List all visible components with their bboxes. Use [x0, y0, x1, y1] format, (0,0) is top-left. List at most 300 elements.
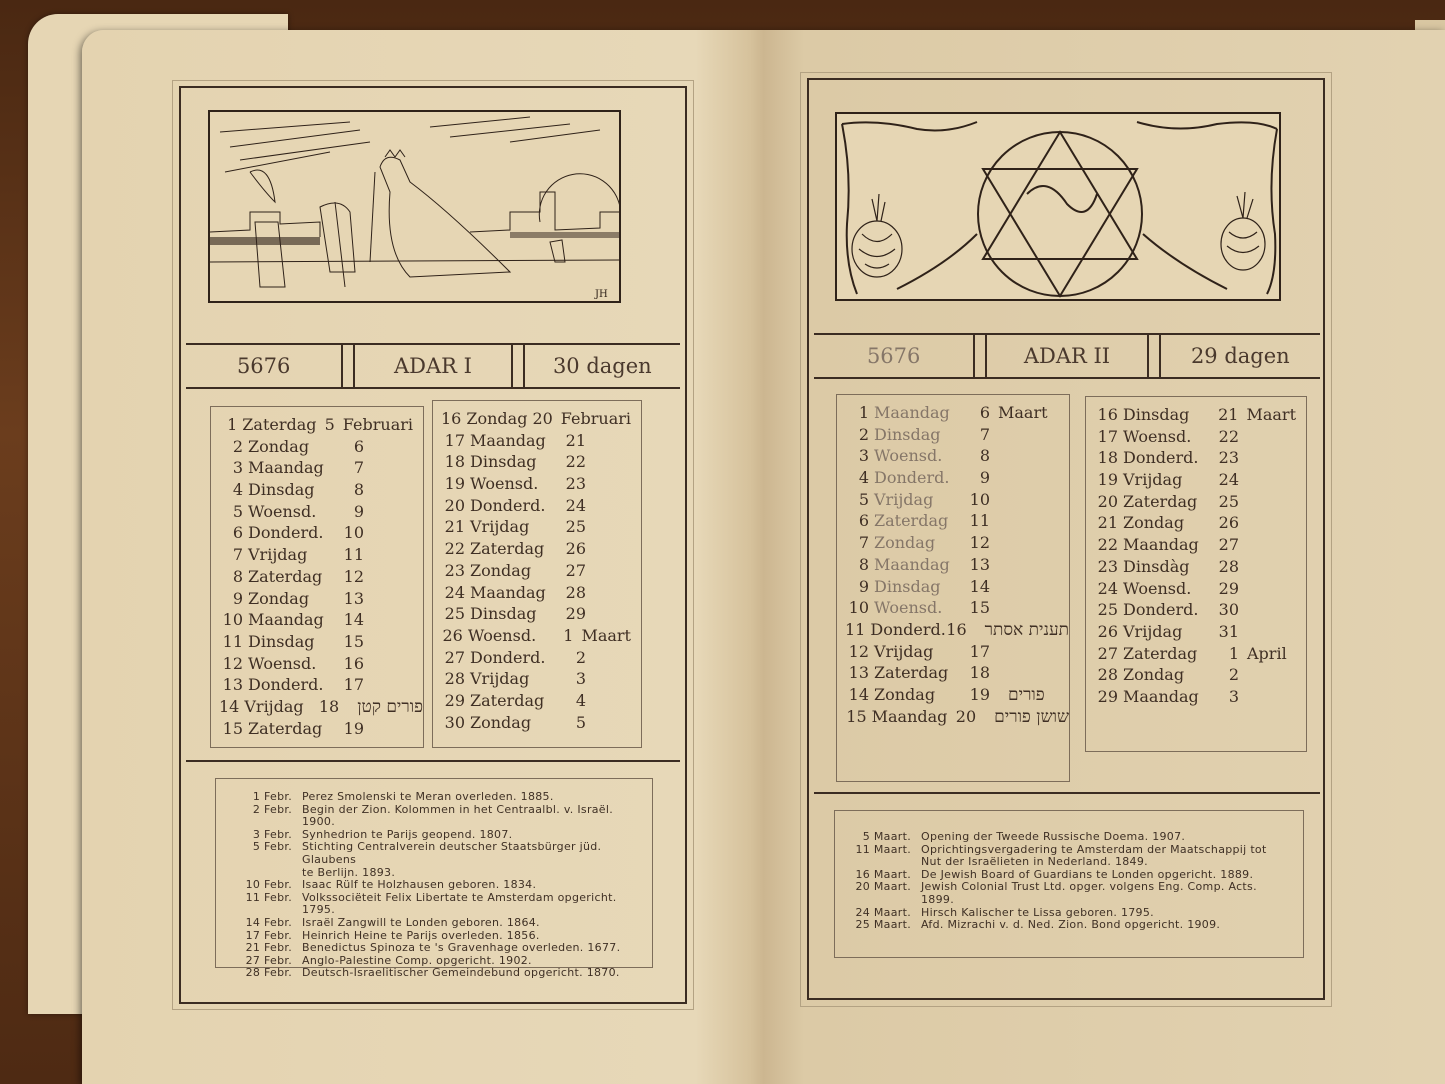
month-length: 30 dagen: [552, 354, 652, 378]
jewish-day-number: 28: [444, 669, 465, 689]
jewish-day-number: 18: [444, 452, 465, 472]
calendar-day-row: [1094, 448, 1306, 470]
weekday-name: Vrijdag: [248, 545, 308, 565]
gregorian-day: 4: [575, 690, 586, 710]
calendar-day-row: [441, 626, 641, 648]
jewish-day-number: 8: [858, 554, 869, 574]
event-description: Heinrich Heine te Parijs overleden. 1856.: [302, 928, 540, 942]
hebrew-holiday: פורים: [1008, 684, 1045, 705]
jewish-day-number: 13: [848, 663, 869, 683]
event-description: te Berlijn. 1893.: [302, 865, 396, 879]
open-calendar-book: [82, 30, 1445, 1084]
jewish-day-number: 2: [232, 436, 243, 456]
calendar-day-row: [219, 654, 423, 676]
jewish-day-number: 14: [219, 696, 240, 716]
weekday-name: Vrijdag: [1123, 470, 1183, 490]
calendar-day-row: [1094, 513, 1306, 535]
hebrew-holiday: פורים קטן: [357, 696, 423, 717]
weekday-name: Dinsdag: [248, 480, 315, 500]
jewish-day-number: 19: [444, 474, 465, 494]
king-procession-drawing-icon: [210, 112, 621, 303]
event-date: [849, 856, 911, 869]
jewish-day-number: 20: [1097, 491, 1118, 511]
weekday-name: Zaterdag: [248, 718, 323, 738]
jewish-day-number: 3: [232, 458, 243, 478]
calendar-day-row: [219, 675, 423, 697]
section-divider: [814, 792, 1320, 794]
calendar-day-row: [845, 663, 1069, 685]
weekday-name: Zondag: [248, 436, 310, 456]
jewish-day-number: 14: [848, 684, 869, 704]
calendar-day-row: [1094, 405, 1306, 427]
weekday-name: Woensd.: [1123, 426, 1192, 446]
gregorian-day: 8: [979, 446, 990, 466]
event-description: Volkssociëteit Felix Libertate te Amsterdam opgericht. 1795.: [302, 890, 617, 917]
calendar-day-row: [441, 669, 641, 691]
jewish-day-number: 27: [444, 647, 465, 667]
calendar-day-row: [1094, 687, 1306, 709]
weekday-name: Dinsdàg: [1123, 556, 1190, 576]
gregorian-day: 24: [1218, 470, 1239, 490]
event-description: Opening der Tweede Russische Doema. 1907.: [921, 830, 1186, 843]
gregorian-day: 10: [343, 523, 364, 543]
jewish-day-number: 10: [848, 598, 869, 618]
gregorian-day: 22: [1218, 426, 1239, 446]
gregorian-day: 21: [565, 430, 586, 450]
weekday-name: Maandag: [874, 403, 950, 422]
hebrew-year: 5676: [236, 354, 291, 378]
calendar-day-row: [441, 648, 641, 670]
gregorian-day: 20: [955, 706, 977, 726]
gregorian-day: 13: [343, 588, 364, 608]
calendar-day-row: [219, 458, 423, 480]
jewish-day-number: 22: [1097, 535, 1118, 555]
calendar-day-row: [1094, 665, 1306, 687]
jewish-day-number: 29: [1097, 686, 1118, 706]
weekday-name: Woensd.: [1123, 578, 1192, 598]
historical-event: [849, 831, 1289, 844]
gregorian-day: 29: [1218, 578, 1239, 598]
calendar-day-row: [845, 425, 1069, 447]
left-page: [82, 30, 742, 1084]
calendar-day-row: [441, 539, 641, 561]
gregorian-day: 1: [1228, 643, 1239, 663]
weekday-name: Zondag: [248, 588, 310, 608]
days-column-1: [210, 406, 424, 748]
star-of-david-ornament-icon: [837, 114, 1281, 301]
gregorian-day: 6: [979, 403, 990, 422]
gregorian-day: 19: [969, 684, 990, 704]
event-date: 14 Febr.: [245, 915, 292, 929]
jewish-day-number: 12: [222, 653, 243, 673]
jewish-day-number: 13: [222, 675, 243, 695]
jewish-day-number: 4: [858, 468, 869, 488]
calendar-day-row: [845, 533, 1069, 555]
jewish-day-number: 24: [444, 582, 465, 602]
gregorian-month: April: [1247, 643, 1287, 663]
event-date: 10 Febr.: [245, 878, 292, 892]
historical-event: [849, 856, 1289, 869]
weekday-name: Maandag: [1123, 535, 1199, 555]
weekday-name: Donderd.: [470, 495, 546, 515]
gregorian-day: 1: [563, 625, 574, 645]
calendar-day-row: [441, 561, 641, 583]
historical-event: [849, 919, 1289, 932]
weekday-name: Dinsdag: [874, 576, 941, 596]
jewish-day-number: 5: [858, 489, 869, 509]
gregorian-day: 18: [969, 663, 990, 683]
gregorian-day: 23: [565, 474, 586, 494]
jewish-day-number: 23: [444, 560, 465, 580]
jewish-day-number: 17: [1097, 426, 1118, 446]
weekday-name: Zaterdag: [248, 566, 323, 586]
event-date: 1 Febr.: [252, 790, 292, 803]
month-header: [186, 343, 680, 389]
month-header: [814, 333, 1320, 379]
gregorian-day: 5: [575, 712, 586, 732]
historical-events-box: [834, 810, 1304, 958]
weekday-name: Zaterdag: [470, 539, 545, 559]
calendar-day-row: [219, 589, 423, 611]
gregorian-day: 25: [565, 517, 586, 537]
weekday-name: Maandag: [874, 554, 950, 574]
weekday-name: Donderd.: [874, 468, 950, 488]
calendar-day-row: [845, 446, 1069, 468]
weekday-name: Donderd.: [870, 619, 946, 639]
gregorian-month: Maart: [998, 403, 1048, 422]
calendar-day-row: [845, 620, 1069, 642]
calendar-day-row: [845, 403, 1069, 425]
event-description: Afd. Mizrachi v. d. Ned. Zion. Bond opgericht. 1909.: [921, 918, 1221, 932]
jewish-day-number: 1: [227, 415, 238, 434]
weekday-name: Donderd.: [1123, 600, 1199, 620]
jewish-day-number: 25: [1097, 600, 1118, 620]
jewish-day-number: 11: [845, 619, 866, 639]
calendar-day-row: [441, 517, 641, 539]
event-date: 21 Febr.: [245, 941, 292, 955]
calendar-day-row: [1094, 492, 1306, 514]
historical-events-box: [215, 778, 653, 980]
calendar-day-row: [219, 610, 423, 632]
weekday-name: Dinsdag: [248, 631, 315, 651]
weekday-name: Zaterdag: [1123, 643, 1198, 663]
calendar-day-row: [845, 511, 1069, 533]
jewish-day-number: 3: [858, 446, 869, 466]
calendar-day-row: [219, 719, 423, 741]
jewish-day-number: 26: [442, 625, 463, 645]
jewish-day-number: 24: [1097, 578, 1118, 598]
calendar-day-row: [845, 707, 1069, 729]
jewish-day-number: 6: [232, 523, 243, 543]
event-description: De Jewish Board of Guardians te Londen opgericht. 1889.: [921, 867, 1254, 881]
gregorian-day: 3: [575, 669, 586, 689]
weekday-name: Woensd.: [248, 653, 317, 673]
gregorian-day: 16: [946, 619, 967, 639]
gregorian-day: 12: [343, 566, 364, 586]
event-description: Isaac Rülf te Holzhausen geboren. 1834.: [302, 878, 537, 892]
weekday-name: Woensd.: [874, 446, 943, 466]
gregorian-day: 25: [1218, 491, 1239, 511]
days-column-1: [836, 394, 1070, 782]
gregorian-day: 30: [1218, 600, 1239, 620]
calendar-day-row: [219, 545, 423, 567]
calendar-day-row: [441, 691, 641, 713]
weekday-name: Vrijdag: [470, 517, 530, 537]
weekday-name: Vrijdag: [874, 489, 934, 509]
gregorian-day: 15: [343, 631, 364, 651]
historical-event: [230, 804, 638, 829]
event-description: Deutsch-Israelitischer Gemeindebund opgericht. 1870.: [302, 966, 620, 980]
historical-event: [230, 879, 638, 892]
weekday-name: Zondag: [470, 712, 532, 732]
event-description: Nut der Israëlieten in Nederland. 1849.: [921, 855, 1148, 869]
jewish-day-number: 30: [444, 712, 465, 732]
jewish-day-number: 7: [232, 545, 243, 565]
calendar-day-row: [1094, 600, 1306, 622]
calendar-day-row: [845, 685, 1069, 707]
weekday-name: Zondag: [1123, 665, 1185, 685]
svg-text:JH: JH: [595, 289, 608, 300]
calendar-day-row: [1094, 535, 1306, 557]
calendar-day-row: [219, 697, 423, 719]
jewish-day-number: 29: [444, 690, 465, 710]
gregorian-day: 26: [565, 539, 586, 559]
calendar-day-row: [1094, 427, 1306, 449]
historical-event: [230, 892, 638, 917]
event-description: Benedictus Spinoza te 's Gravenhage overleden. 1677.: [302, 941, 621, 955]
calendar-day-row: [845, 490, 1069, 512]
weekday-name: Donderd.: [1123, 448, 1199, 468]
jewish-day-number: 22: [444, 539, 465, 559]
gregorian-day: 16: [343, 653, 364, 673]
gregorian-day: 11: [969, 511, 990, 531]
gregorian-day: 3: [1228, 686, 1239, 706]
jewish-day-number: 28: [1097, 665, 1118, 685]
jewish-day-number: 9: [858, 576, 869, 596]
gregorian-day: 18: [318, 696, 340, 716]
weekday-name: Zondag: [874, 533, 936, 553]
event-date: 17 Febr.: [245, 928, 292, 942]
jewish-day-number: 2: [858, 424, 869, 444]
gregorian-day: 22: [565, 452, 586, 472]
event-description: Stichting Centralverein deutscher Staatsbürger jüd. Glaubens: [302, 840, 602, 866]
illustration-star-of-david-vines: [835, 112, 1281, 301]
gregorian-day: 13: [969, 554, 990, 574]
weekday-name: Woensd.: [467, 625, 537, 645]
weekday-name: Woensd.: [874, 598, 943, 618]
calendar-day-row: [219, 502, 423, 524]
historical-event: [230, 942, 638, 955]
weekday-name: Maandag: [248, 458, 324, 478]
event-date: 3 Febr.: [252, 827, 292, 841]
hebrew-holiday: תענית אסתר: [984, 619, 1069, 640]
section-divider: [186, 760, 680, 762]
jewish-day-number: 4: [232, 480, 243, 500]
weekday-name: Zaterdag: [242, 415, 317, 434]
weekday-name: Zaterdag: [874, 663, 949, 683]
gregorian-month: Maart: [581, 625, 631, 645]
gregorian-day: 28: [565, 582, 586, 602]
gregorian-month: Maart: [1246, 405, 1296, 424]
calendar-day-row: [441, 713, 641, 735]
jewish-day-number: 17: [444, 430, 465, 450]
jewish-day-number: 25: [444, 604, 465, 624]
jewish-day-number: 1: [858, 403, 869, 422]
illustration-purim-king: [208, 110, 621, 303]
jewish-day-number: 27: [1097, 643, 1118, 663]
hebrew-year: 5676: [866, 344, 921, 368]
header-divider: [973, 335, 987, 377]
weekday-name: Vrijdag: [874, 641, 934, 661]
jewish-day-number: 9: [232, 588, 243, 608]
event-description: Anglo-Palestine Comp. opgericht. 1902.: [302, 953, 532, 967]
weekday-name: Dinsdag: [1122, 405, 1190, 424]
jewish-day-number: 23: [1097, 556, 1118, 576]
header-divider: [1147, 335, 1161, 377]
gregorian-day: 7: [353, 458, 364, 478]
jewish-day-number: 12: [848, 641, 869, 661]
event-description: Hirsch Kalischer te Lissa geboren. 1795.: [921, 905, 1154, 919]
event-description: Jewish Colonial Trust Ltd. opger. volgens Eng. Comp. Acts. 1899.: [921, 880, 1257, 906]
hebrew-month-name: ADAR I: [394, 354, 472, 378]
calendar-day-row: [219, 437, 423, 459]
gregorian-month: Februari: [342, 415, 413, 434]
historical-event: [849, 881, 1289, 906]
weekday-name: Woensd.: [470, 474, 539, 494]
gregorian-day: 7: [979, 424, 990, 444]
hebrew-month-name: ADAR II: [1023, 344, 1111, 368]
weekday-name: Dinsdag: [470, 452, 537, 472]
event-date: 2 Febr.: [252, 802, 292, 816]
weekday-name: Vrijdag: [1123, 621, 1183, 641]
jewish-day-number: 10: [222, 610, 243, 630]
weekday-name: Maandag: [470, 430, 546, 450]
event-date: 24 Maart.: [855, 905, 911, 919]
calendar-day-row: [441, 474, 641, 496]
jewish-day-number: 6: [858, 511, 869, 531]
historical-event: [230, 917, 638, 930]
event-date: 5 Maart.: [862, 830, 911, 843]
jewish-day-number: 20: [444, 495, 465, 515]
weekday-name: Dinsdag: [874, 424, 941, 444]
jewish-day-number: 15: [222, 718, 243, 738]
jewish-day-number: 16: [1097, 405, 1118, 424]
event-date: 11 Maart.: [855, 842, 911, 856]
weekday-name: Woensd.: [248, 501, 317, 521]
jewish-day-number: 15: [846, 706, 867, 726]
gregorian-month: Februari: [560, 409, 631, 428]
event-description: Oprichtingsvergadering te Amsterdam der Maatschappij tot: [921, 842, 1267, 856]
gregorian-day: 8: [353, 480, 364, 500]
gregorian-day: 10: [969, 489, 990, 509]
weekday-name: Vrijdag: [470, 669, 530, 689]
calendar-day-row: [1094, 470, 1306, 492]
event-description: Synhedrion te Parijs geopend. 1807.: [302, 827, 513, 841]
month-length: 29 dagen: [1190, 344, 1290, 368]
calendar-day-row: [219, 480, 423, 502]
event-date: 11 Febr.: [245, 890, 292, 904]
right-page: [762, 30, 1445, 1084]
calendar-day-row: [845, 642, 1069, 664]
gregorian-day: 31: [1218, 621, 1239, 641]
days-column-2: [1085, 396, 1307, 752]
gregorian-day: 17: [343, 675, 364, 695]
gregorian-day: 17: [969, 641, 990, 661]
weekday-name: Maandag: [1123, 686, 1199, 706]
gregorian-day: 26: [1218, 513, 1239, 533]
gregorian-day: 2: [1228, 665, 1239, 685]
gregorian-day: 14: [969, 576, 990, 596]
gregorian-day: 24: [565, 495, 586, 515]
event-date: 25 Maart.: [855, 918, 911, 932]
weekday-name: Zondag: [470, 560, 532, 580]
event-description: Israël Zangwill te Londen geboren. 1864.: [302, 915, 540, 929]
calendar-day-row: [441, 452, 641, 474]
weekday-name: Zondag: [1123, 513, 1185, 533]
gregorian-day: 12: [969, 533, 990, 553]
gregorian-day: 15: [969, 598, 990, 618]
event-date: 28 Febr.: [245, 966, 292, 980]
jewish-day-number: 18: [1097, 448, 1118, 468]
calendar-day-row: [219, 523, 423, 545]
gregorian-day: 11: [343, 545, 364, 565]
gregorian-day: 5: [324, 415, 335, 434]
gregorian-day: 9: [979, 468, 990, 488]
header-divider: [511, 345, 525, 387]
gregorian-day: 28: [1218, 556, 1239, 576]
gregorian-day: 23: [1218, 448, 1239, 468]
jewish-day-number: 5: [232, 501, 243, 521]
weekday-name: Zaterdag: [470, 690, 545, 710]
weekday-name: Zondag: [466, 409, 528, 428]
weekday-name: Donderd.: [470, 647, 546, 667]
calendar-day-row: [845, 577, 1069, 599]
gregorian-day: 2: [575, 647, 586, 667]
event-date: 16 Maart.: [855, 867, 911, 881]
event-date: 5 Febr.: [252, 840, 292, 854]
header-divider: [341, 345, 355, 387]
calendar-day-row: [1094, 557, 1306, 579]
weekday-name: Donderd.: [248, 523, 324, 543]
calendar-day-row: [441, 583, 641, 605]
weekday-name: Maandag: [470, 582, 546, 602]
event-description: Begin der Zion. Kolommen in het Centraalbl. v. Israël. 1900.: [302, 802, 614, 829]
gregorian-day: 9: [353, 501, 364, 521]
gregorian-day: 27: [565, 560, 586, 580]
gregorian-day: 6: [353, 436, 364, 456]
weekday-name: Vrijdag: [244, 696, 304, 716]
calendar-day-row: [219, 567, 423, 589]
gregorian-day: 27: [1218, 535, 1239, 555]
calendar-day-row: [441, 604, 641, 626]
gregorian-day: 19: [343, 718, 364, 738]
weekday-name: Zaterdag: [874, 511, 949, 531]
jewish-day-number: 8: [232, 566, 243, 586]
historical-event: [230, 791, 638, 804]
jewish-day-number: 21: [444, 517, 465, 537]
gregorian-day: 20: [532, 409, 553, 428]
calendar-day-row: [441, 431, 641, 453]
calendar-day-row: [1094, 644, 1306, 666]
weekday-name: Maandag: [248, 610, 324, 630]
gregorian-day: 21: [1218, 405, 1239, 424]
calendar-day-row: [1094, 622, 1306, 644]
days-column-2: [432, 400, 642, 748]
jewish-day-number: 26: [1097, 621, 1118, 641]
event-date: 20 Maart.: [855, 880, 911, 894]
calendar-day-row: [441, 409, 641, 431]
calendar-day-row: [219, 415, 423, 437]
